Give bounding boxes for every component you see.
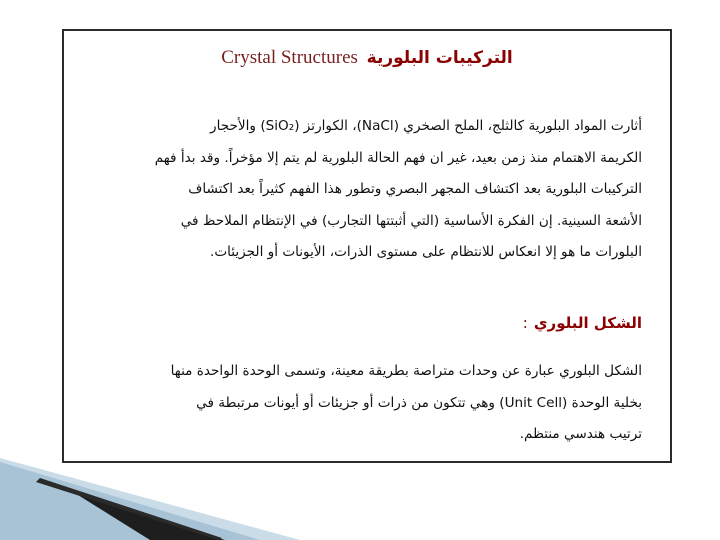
section-heading — [523, 314, 642, 332]
paragraph-line: الشكل البلوري عبارة عن وحدات متراصة بطريقة معينة، وتسمى الوحدة الواحدة منها — [170, 363, 642, 379]
paragraph-line: أثارت المواد البلورية كالثلج، الملح الصخري (NaCl)، الكوارتز (SiO₂) والأحجار — [210, 118, 642, 134]
title-english: Crystal Structures — [221, 47, 358, 68]
document-title — [64, 47, 670, 69]
paragraph-line: التركيبات البلورية بعد اكتشاف المجهر البصري وتطور هذا الفهم كثيراً بعد اكتشاف — [188, 181, 642, 197]
paragraph-line: الأشعة السينية. إن الفكرة الأساسية (التي أثبتتها التجارب) في الإنتظام الملاحظ في — [180, 212, 642, 229]
decorative-swoosh — [0, 440, 300, 540]
section-heading-colon: : — [522, 314, 528, 332]
intro-paragraph — [100, 111, 642, 269]
paragraph-line: بخلية الوحدة (Unit Cell) وهي تتكون من ذرات أو جزيئات أو أيونات مرتبطة في — [196, 394, 642, 411]
paragraph-line: البلورات ما هو إلا انعكاس للانتظام على مستوى الذرات، الأيونات أو الجزيئات. — [210, 244, 642, 260]
document-frame — [62, 29, 672, 463]
paragraph-line: الكريمة الاهتمام منذ زمن بعيد، غير ان فهم الحالة البلورية لم يتم إلا مؤخراً. وقد بدأ فهم — [154, 149, 642, 166]
title-arabic: التركيبات البلورية — [366, 48, 513, 68]
section-heading-label: الشكل البلوري — [533, 314, 642, 332]
section-paragraph — [100, 356, 642, 451]
paragraph-line: ترتيب هندسي منتظم. — [519, 426, 642, 442]
